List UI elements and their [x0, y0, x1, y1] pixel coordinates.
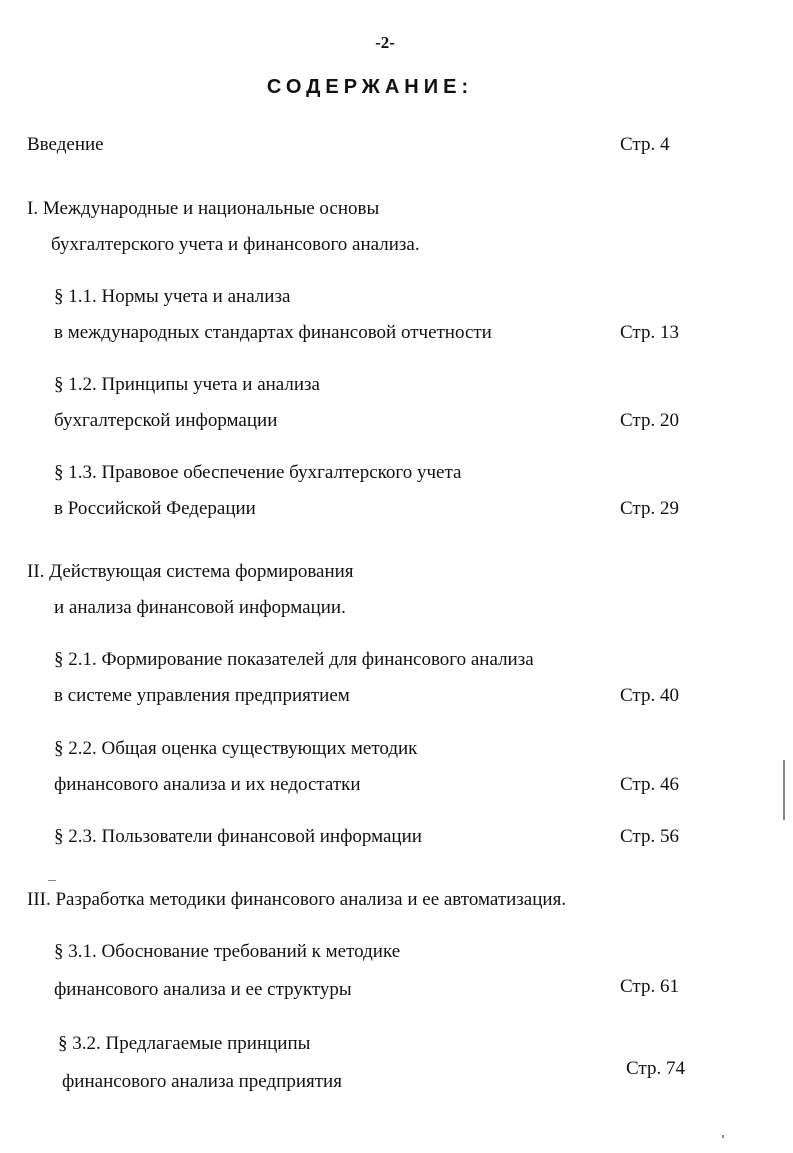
- section-2-1-line1: § 2.1. Формирование показателей для финансового анализа: [54, 649, 534, 670]
- section-2-2-line2: финансового анализа и их недостатки: [54, 774, 361, 795]
- section-3-2-line2: финансового анализа предприятия: [62, 1071, 342, 1092]
- section-3-1-line1: § 3.1. Обоснование требований к методике: [54, 941, 401, 962]
- toc-introduction-page: Стр. 4: [620, 134, 670, 155]
- section-1-2-line2: бухгалтерской информации: [54, 410, 278, 431]
- section-1-3-line1: § 1.3. Правовое обеспечение бухгалтерского учета: [54, 462, 462, 483]
- section-2-1-page: Стр. 40: [620, 685, 679, 706]
- chapter-2-heading-line1: II. Действующая система формирования: [27, 561, 354, 582]
- section-1-2-page: Стр. 20: [620, 410, 679, 431]
- toc-introduction-label: Введение: [27, 134, 104, 155]
- section-1-2-line1: § 1.2. Принципы учета и анализа: [54, 374, 320, 395]
- scan-speck: [48, 880, 56, 881]
- section-3-2-line1: § 3.2. Предлагаемые принципы: [58, 1033, 311, 1054]
- section-2-3-line1: § 2.3. Пользователи финансовой информации: [54, 826, 422, 847]
- section-1-1-line2: в международных стандартах финансовой отчетности: [54, 322, 492, 343]
- section-3-1-page: Стр. 61: [620, 976, 679, 997]
- scan-speck: [722, 1135, 724, 1138]
- section-1-3-page: Стр. 29: [620, 498, 679, 519]
- scan-edge-mark: [783, 760, 785, 820]
- section-2-3-page: Стр. 56: [620, 826, 679, 847]
- section-1-1-page: Стр. 13: [620, 322, 679, 343]
- section-1-1-line1: § 1.1. Нормы учета и анализа: [54, 286, 291, 307]
- chapter-2-heading-line2: и анализа финансовой информации.: [54, 597, 346, 618]
- section-2-2-page: Стр. 46: [620, 774, 679, 795]
- chapter-3-heading-line1: III. Разработка методики финансового анализа и ее автоматизация.: [27, 889, 567, 910]
- section-2-1-line2: в системе управления предприятием: [54, 685, 350, 706]
- section-1-3-line2: в Российской Федерации: [54, 498, 256, 519]
- chapter-1-heading-line1: I. Международные и национальные основы: [27, 198, 380, 219]
- page-number: -2-: [375, 33, 395, 52]
- section-3-2-page: Стр. 74: [626, 1058, 685, 1079]
- section-3-1-line2: финансового анализа и ее структуры: [54, 979, 352, 1000]
- chapter-1-heading-line2: бухгалтерского учета и финансового анализа.: [51, 234, 420, 255]
- section-2-2-line1: § 2.2. Общая оценка существующих методик: [54, 738, 418, 759]
- page-title: СОДЕРЖАНИЕ:: [266, 76, 474, 98]
